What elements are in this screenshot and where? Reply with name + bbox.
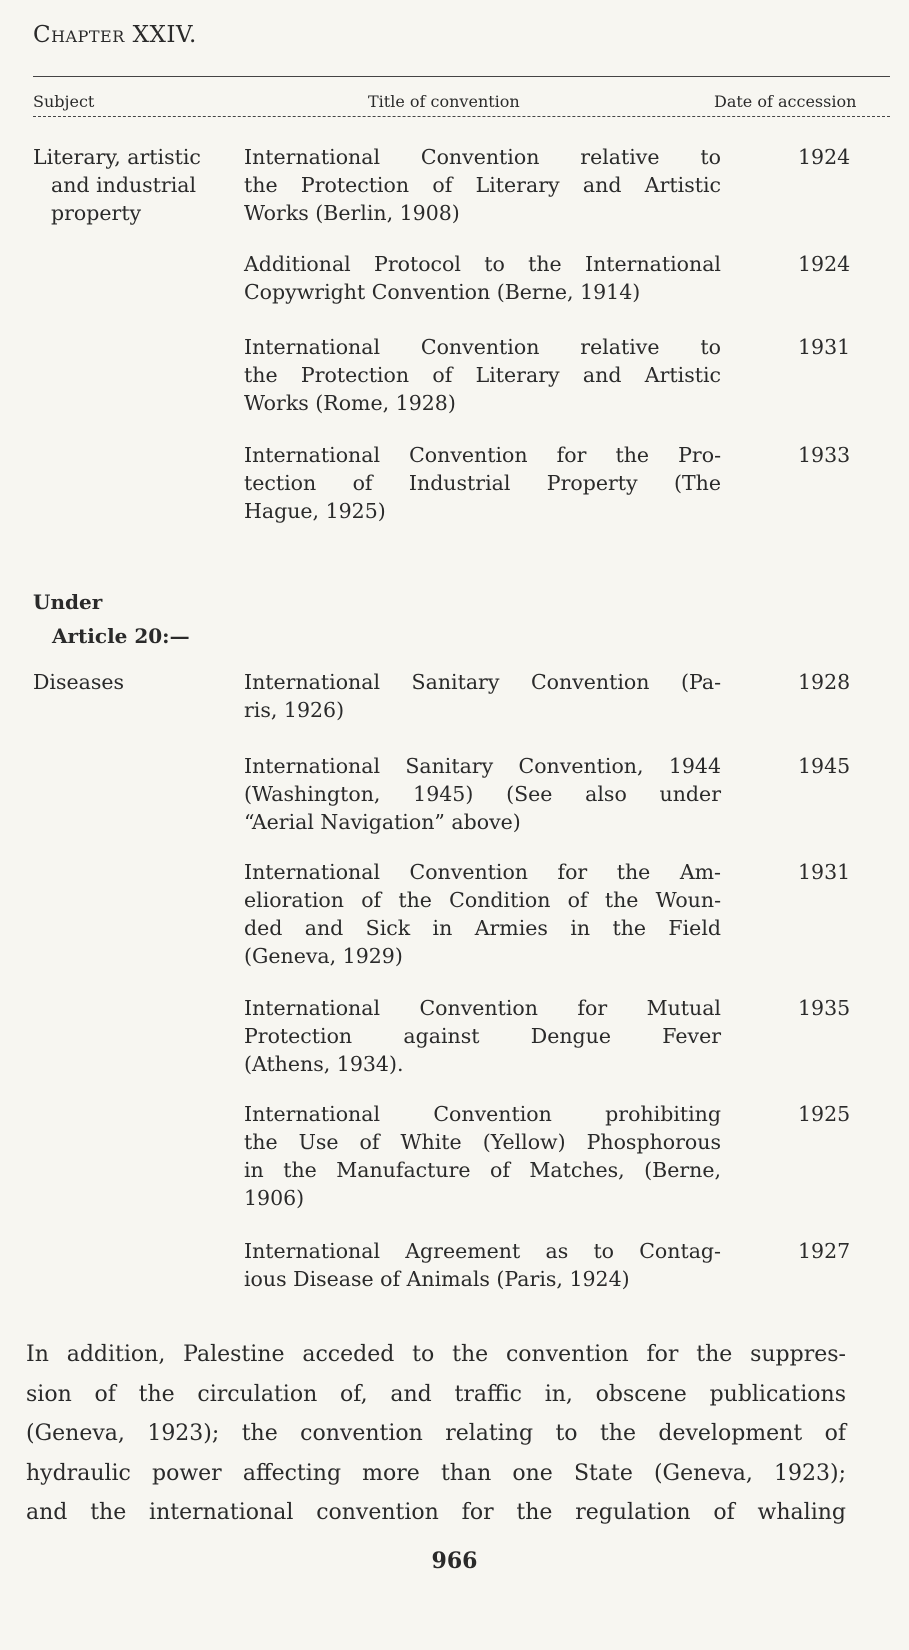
column-header-date: Date of accession — [714, 92, 857, 111]
title-line: tection of Industrial Property (The — [244, 471, 721, 495]
row-date: 1935 — [798, 996, 851, 1020]
subject-line: and industrial — [51, 173, 197, 197]
closing-paragraph — [26, 1335, 846, 1533]
title-line: “Aerial Navigation” above) — [244, 810, 521, 834]
title-line: Hague, 1925) — [244, 499, 386, 523]
row-date: 1925 — [798, 1102, 851, 1126]
title-line: International Convention prohibiting — [244, 1102, 721, 1126]
row-title — [244, 441, 721, 525]
title-line: International Sanitary Convention, 1944 — [244, 754, 721, 778]
title-line: Works (Berlin, 1908) — [244, 201, 460, 225]
title-line: Protection against Dengue Fever — [244, 1024, 721, 1048]
title-line: International Convention for Mutual — [244, 996, 721, 1020]
row-date: 1924 — [798, 145, 851, 169]
title-line: ious Disease of Animals (Paris, 1924) — [244, 1267, 630, 1291]
header-bottom-rule — [33, 116, 890, 117]
section-heading-article: Article 20:— — [52, 624, 190, 648]
row-date: 1924 — [798, 252, 851, 276]
subject-line: Literary, artistic — [33, 145, 201, 169]
row-title — [244, 143, 721, 227]
row-title — [244, 250, 721, 306]
title-line: Copywright Convention (Berne, 1914) — [244, 280, 641, 304]
paragraph-line: (Geneva, 1923); the convention relating to the development of — [26, 1421, 846, 1446]
paragraph-line: and the international convention for the regulation of whaling — [26, 1500, 846, 1525]
title-line: the Use of White (Yellow) Phosphorous — [244, 1130, 721, 1154]
title-line: International Convention relative to — [244, 335, 721, 359]
title-line: Works (Rome, 1928) — [244, 391, 456, 415]
row-title — [244, 668, 721, 724]
row-date: 1933 — [798, 443, 851, 467]
title-line: (Geneva, 1929) — [244, 944, 403, 968]
title-line: International Convention for the Am- — [244, 860, 721, 884]
title-line: Additional Protocol to the International — [244, 252, 721, 276]
row-title — [244, 1237, 721, 1293]
paragraph-line: In addition, Palestine acceded to the convention for the suppres- — [26, 1342, 846, 1367]
title-line: in the Manufacture of Matches, (Berne, — [244, 1158, 721, 1182]
title-line: the Protection of Literary and Artistic — [244, 173, 721, 197]
title-line: (Athens, 1934). — [244, 1052, 404, 1076]
paragraph-line: hydraulic power affecting more than one State (Geneva, 1923); — [26, 1460, 846, 1486]
row-date: 1928 — [798, 670, 851, 694]
title-line: International Convention relative to — [244, 145, 721, 169]
row-title — [244, 858, 721, 970]
row-title — [244, 752, 721, 836]
title-line: the Protection of Literary and Artistic — [244, 363, 721, 387]
column-header-subject: Subject — [33, 92, 95, 111]
title-line: International Agreement as to Contag- — [244, 1239, 721, 1263]
header-top-rule — [33, 76, 890, 77]
row-date: 1931 — [798, 860, 851, 884]
row-title — [244, 1100, 721, 1212]
column-header-title: Title of convention — [368, 92, 520, 111]
page-number: 966 — [431, 1548, 478, 1574]
title-line: (Washington, 1945) (See also under — [244, 782, 721, 806]
section-heading-under: Under — [33, 590, 103, 614]
title-line: elioration of the Condition of the Woun- — [244, 888, 721, 912]
title-line: ris, 1926) — [244, 698, 345, 722]
title-line: International Convention for the Pro- — [244, 443, 721, 467]
title-line: 1906) — [244, 1186, 305, 1210]
row-subject — [33, 143, 243, 227]
row-title — [244, 333, 721, 417]
subject-line: Diseases — [33, 670, 125, 694]
row-title — [244, 994, 721, 1078]
title-line: ded and Sick in Armies in the Field — [244, 916, 721, 940]
row-date: 1927 — [798, 1239, 851, 1263]
subject-line: property — [51, 201, 142, 225]
title-line: International Sanitary Convention (Pa- — [244, 670, 721, 694]
row-date: 1945 — [798, 754, 851, 778]
chapter-title: Chapter XXIV. — [33, 22, 197, 48]
paragraph-line: sion of the circulation of, and traffic in, obscene publications — [26, 1381, 846, 1407]
row-subject — [33, 668, 243, 696]
row-date: 1931 — [798, 335, 851, 359]
